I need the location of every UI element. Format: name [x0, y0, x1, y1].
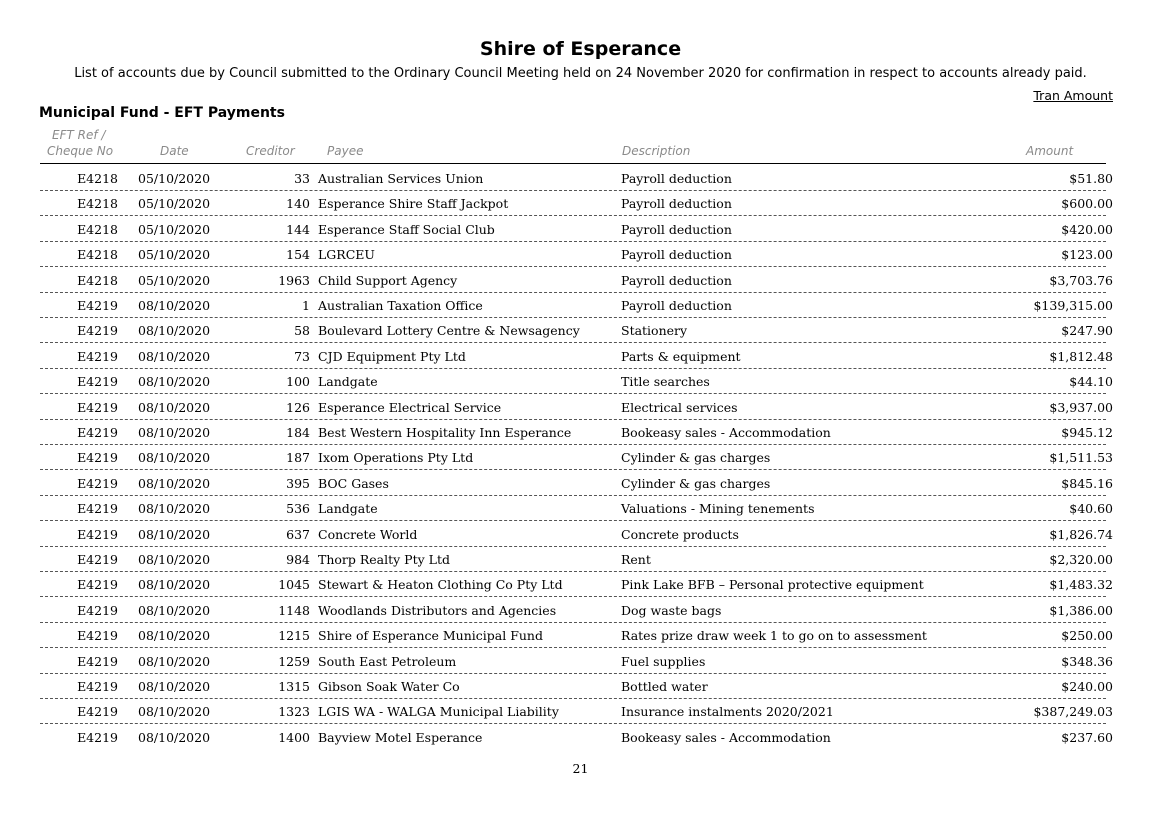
table-row	[0, 293, 1161, 318]
cell-creditor: 100	[286, 374, 310, 390]
table-row	[0, 725, 1161, 750]
cell-description: Payroll deduction	[621, 221, 732, 237]
cell-payee: Bayview Motel Esperance	[318, 729, 483, 745]
cell-amount: $420.00	[1061, 221, 1113, 237]
cell-payee: South East Petroleum	[318, 653, 457, 669]
cell-date: 08/10/2020	[138, 501, 211, 517]
cell-date: 08/10/2020	[138, 526, 211, 542]
cell-amount: $600.00	[1061, 196, 1113, 212]
cell-date: 08/10/2020	[138, 729, 211, 745]
cell-description: Cylinder & gas charges	[621, 450, 771, 466]
table-row	[0, 344, 1161, 369]
cell-date: 08/10/2020	[138, 704, 211, 720]
cell-eft-ref: E4219	[77, 323, 118, 339]
page-title: Shire of Esperance	[479, 38, 682, 60]
table-row	[0, 242, 1161, 267]
cell-date: 08/10/2020	[138, 348, 211, 364]
cell-eft-ref: E4219	[77, 298, 118, 313]
cell-creditor: 1259	[278, 653, 310, 669]
col-date-label: Date	[160, 144, 189, 158]
cell-eft-ref: E4219	[77, 704, 118, 720]
page-number: 21	[572, 761, 589, 776]
table-row	[0, 318, 1161, 343]
cell-description: Pink Lake BFB – Personal protective equipment	[621, 577, 924, 593]
cell-amount: $51.80	[1069, 171, 1113, 186]
table-row	[0, 598, 1161, 623]
cell-payee: Landgate	[318, 501, 378, 517]
table-row	[0, 369, 1161, 394]
table-row	[0, 547, 1161, 572]
cell-amount: $123.00	[1061, 247, 1113, 263]
cell-eft-ref: E4218	[77, 272, 118, 288]
cell-description: Parts & equipment	[621, 348, 741, 364]
cell-date: 05/10/2020	[138, 247, 211, 263]
cell-description: Valuations - Mining tenements	[621, 501, 815, 517]
cell-date: 08/10/2020	[138, 602, 211, 618]
cell-eft-ref: E4219	[77, 450, 118, 466]
table-row	[0, 445, 1161, 470]
cell-date: 08/10/2020	[138, 374, 211, 390]
table-row	[0, 395, 1161, 420]
cell-creditor: 140	[286, 196, 310, 212]
table-row	[0, 572, 1161, 597]
cell-payee: CJD Equipment Pty Ltd	[318, 348, 466, 364]
cell-eft-ref: E4218	[77, 247, 118, 263]
table-row	[0, 471, 1161, 496]
cell-creditor: 126	[286, 399, 310, 415]
cell-amount: $845.16	[1061, 475, 1113, 491]
table-row	[0, 191, 1161, 216]
cell-payee: BOC Gases	[318, 475, 389, 491]
col-creditor-label: Creditor	[246, 144, 295, 158]
cell-eft-ref: E4219	[77, 348, 118, 364]
cell-eft-ref: E4219	[77, 577, 118, 593]
cell-payee: Esperance Electrical Service	[318, 399, 502, 415]
cell-creditor: 984	[286, 552, 310, 567]
cell-payee: Esperance Staff Social Club	[318, 221, 495, 237]
cell-amount: $139,315.00	[1033, 298, 1113, 313]
col-payee-label: Payee	[327, 144, 364, 158]
cell-creditor: 58	[294, 323, 310, 339]
cell-description: Stationery	[621, 323, 688, 339]
cell-creditor: 187	[286, 450, 310, 466]
cell-amount: $240.00	[1061, 679, 1113, 694]
col-ref-label-2: Cheque No	[47, 144, 114, 158]
table-row	[0, 420, 1161, 445]
cell-payee: Gibson Soak Water Co	[318, 679, 460, 694]
cell-creditor: 73	[294, 348, 310, 364]
cell-payee: Boulevard Lottery Centre & Newsagency	[318, 323, 580, 339]
cell-eft-ref: E4219	[77, 552, 118, 567]
table-row	[0, 699, 1161, 724]
table-row	[0, 623, 1161, 648]
cell-description: Bookeasy sales - Accommodation	[621, 729, 831, 745]
cell-eft-ref: E4219	[77, 679, 118, 694]
cell-description: Payroll deduction	[621, 272, 732, 288]
cell-date: 08/10/2020	[138, 552, 211, 567]
cell-amount: $1,511.53	[1049, 450, 1113, 466]
cell-description: Bottled water	[621, 679, 708, 694]
cell-description: Payroll deduction	[621, 171, 732, 186]
cell-payee: Woodlands Distributors and Agencies	[318, 602, 557, 618]
col-amount-label: Amount	[1026, 144, 1074, 158]
section-title: Municipal Fund - EFT Payments	[39, 105, 285, 121]
cell-payee: Ixom Operations Pty Ltd	[318, 450, 474, 466]
cell-eft-ref: E4219	[77, 399, 118, 415]
cell-description: Payroll deduction	[621, 298, 732, 313]
tran-amount-heading: Tran Amount	[1033, 88, 1113, 103]
cell-amount: $40.60	[1069, 501, 1113, 517]
cell-payee: Landgate	[318, 374, 378, 390]
cell-payee: Stewart & Heaton Clothing Co Pty Ltd	[318, 577, 563, 593]
cell-creditor: 144	[286, 221, 310, 237]
cell-date: 05/10/2020	[138, 221, 211, 237]
cell-payee: Concrete World	[318, 526, 418, 542]
cell-creditor: 33	[294, 171, 310, 186]
cell-amount: $1,386.00	[1049, 602, 1113, 618]
cell-date: 08/10/2020	[138, 425, 211, 440]
cell-eft-ref: E4219	[77, 653, 118, 669]
table-row	[0, 217, 1161, 242]
cell-description: Payroll deduction	[621, 247, 732, 263]
cell-date: 05/10/2020	[138, 272, 211, 288]
page-subtitle: List of accounts due by Council submitted to the Ordinary Council Meeting held on 24 November 2020 for confirmation in respect to accounts already paid.	[74, 66, 1087, 81]
cell-payee: Esperance Shire Staff Jackpot	[318, 196, 509, 212]
cell-description: Insurance instalments 2020/2021	[621, 704, 834, 720]
cell-payee: Thorp Realty Pty Ltd	[318, 552, 450, 567]
table-row	[0, 166, 1161, 191]
table-row	[0, 649, 1161, 674]
cell-payee: Shire of Esperance Municipal Fund	[318, 628, 543, 644]
cell-creditor: 1148	[278, 602, 310, 618]
cell-eft-ref: E4219	[77, 425, 118, 440]
cell-creditor: 1400	[278, 729, 310, 745]
cell-eft-ref: E4219	[77, 729, 118, 745]
cell-creditor: 1315	[278, 679, 310, 694]
cell-eft-ref: E4219	[77, 501, 118, 517]
cell-eft-ref: E4218	[77, 221, 118, 237]
cell-creditor: 1215	[278, 628, 310, 644]
cell-payee: LGIS WA - WALGA Municipal Liability	[318, 704, 559, 720]
cell-eft-ref: E4219	[77, 526, 118, 542]
cell-eft-ref: E4219	[77, 374, 118, 390]
cell-date: 08/10/2020	[138, 577, 211, 593]
cell-eft-ref: E4218	[77, 196, 118, 212]
cell-creditor: 536	[286, 501, 310, 517]
cell-date: 08/10/2020	[138, 323, 211, 339]
cell-eft-ref: E4219	[77, 602, 118, 618]
cell-amount: $3,703.76	[1049, 272, 1113, 288]
cell-creditor: 184	[286, 425, 310, 440]
cell-amount: $1,483.32	[1049, 577, 1113, 593]
table-row	[0, 268, 1161, 293]
cell-amount: $1,812.48	[1049, 348, 1113, 364]
cell-creditor: 1323	[278, 704, 310, 720]
cell-description: Dog waste bags	[621, 602, 722, 618]
cell-date: 08/10/2020	[138, 653, 211, 669]
cell-creditor: 1045	[278, 577, 310, 593]
cell-amount: $237.60	[1061, 729, 1113, 745]
cell-eft-ref: E4219	[77, 628, 118, 644]
cell-date: 08/10/2020	[138, 399, 211, 415]
cell-date: 08/10/2020	[138, 679, 211, 694]
cell-payee: LGRCEU	[318, 247, 375, 263]
table-row	[0, 674, 1161, 699]
cell-payee: Best Western Hospitality Inn Esperance	[318, 425, 572, 440]
cell-description: Title searches	[621, 374, 710, 390]
cell-description: Payroll deduction	[621, 196, 732, 212]
cell-description: Rent	[621, 552, 651, 567]
cell-amount: $945.12	[1061, 425, 1113, 440]
cell-date: 08/10/2020	[138, 450, 211, 466]
cell-creditor: 1963	[278, 272, 310, 288]
cell-amount: $44.10	[1069, 374, 1113, 390]
cell-date: 05/10/2020	[138, 196, 211, 212]
cell-amount: $250.00	[1061, 628, 1113, 644]
cell-date: 05/10/2020	[138, 171, 211, 186]
header-rule	[40, 163, 1106, 164]
col-description-label: Description	[622, 144, 691, 158]
cell-payee: Australian Taxation Office	[318, 298, 483, 313]
col-ref-label-1: EFT Ref /	[52, 128, 106, 142]
cell-creditor: 637	[286, 526, 310, 542]
cell-creditor: 395	[286, 475, 310, 491]
cell-amount: $1,826.74	[1049, 526, 1113, 542]
table-row	[0, 522, 1161, 547]
cell-description: Rates prize draw week 1 to go on to assessment	[621, 628, 927, 644]
cell-description: Cylinder & gas charges	[621, 475, 771, 491]
cell-amount: $2,320.00	[1049, 552, 1113, 567]
cell-description: Bookeasy sales - Accommodation	[621, 425, 831, 440]
table-row	[0, 496, 1161, 521]
cell-payee: Child Support Agency	[318, 272, 458, 288]
cell-creditor: 154	[286, 247, 310, 263]
cell-date: 08/10/2020	[138, 298, 211, 313]
cell-date: 08/10/2020	[138, 475, 211, 491]
cell-amount: $387,249.03	[1033, 704, 1113, 720]
cell-payee: Australian Services Union	[318, 171, 484, 186]
cell-description: Fuel supplies	[621, 653, 706, 669]
cell-creditor: 1	[302, 298, 310, 313]
cell-eft-ref: E4218	[77, 171, 118, 186]
cell-eft-ref: E4219	[77, 475, 118, 491]
cell-amount: $3,937.00	[1049, 399, 1113, 415]
cell-description: Concrete products	[621, 526, 739, 542]
cell-description: Electrical services	[621, 399, 738, 415]
cell-amount: $348.36	[1061, 653, 1113, 669]
cell-date: 08/10/2020	[138, 628, 211, 644]
cell-amount: $247.90	[1061, 323, 1113, 339]
